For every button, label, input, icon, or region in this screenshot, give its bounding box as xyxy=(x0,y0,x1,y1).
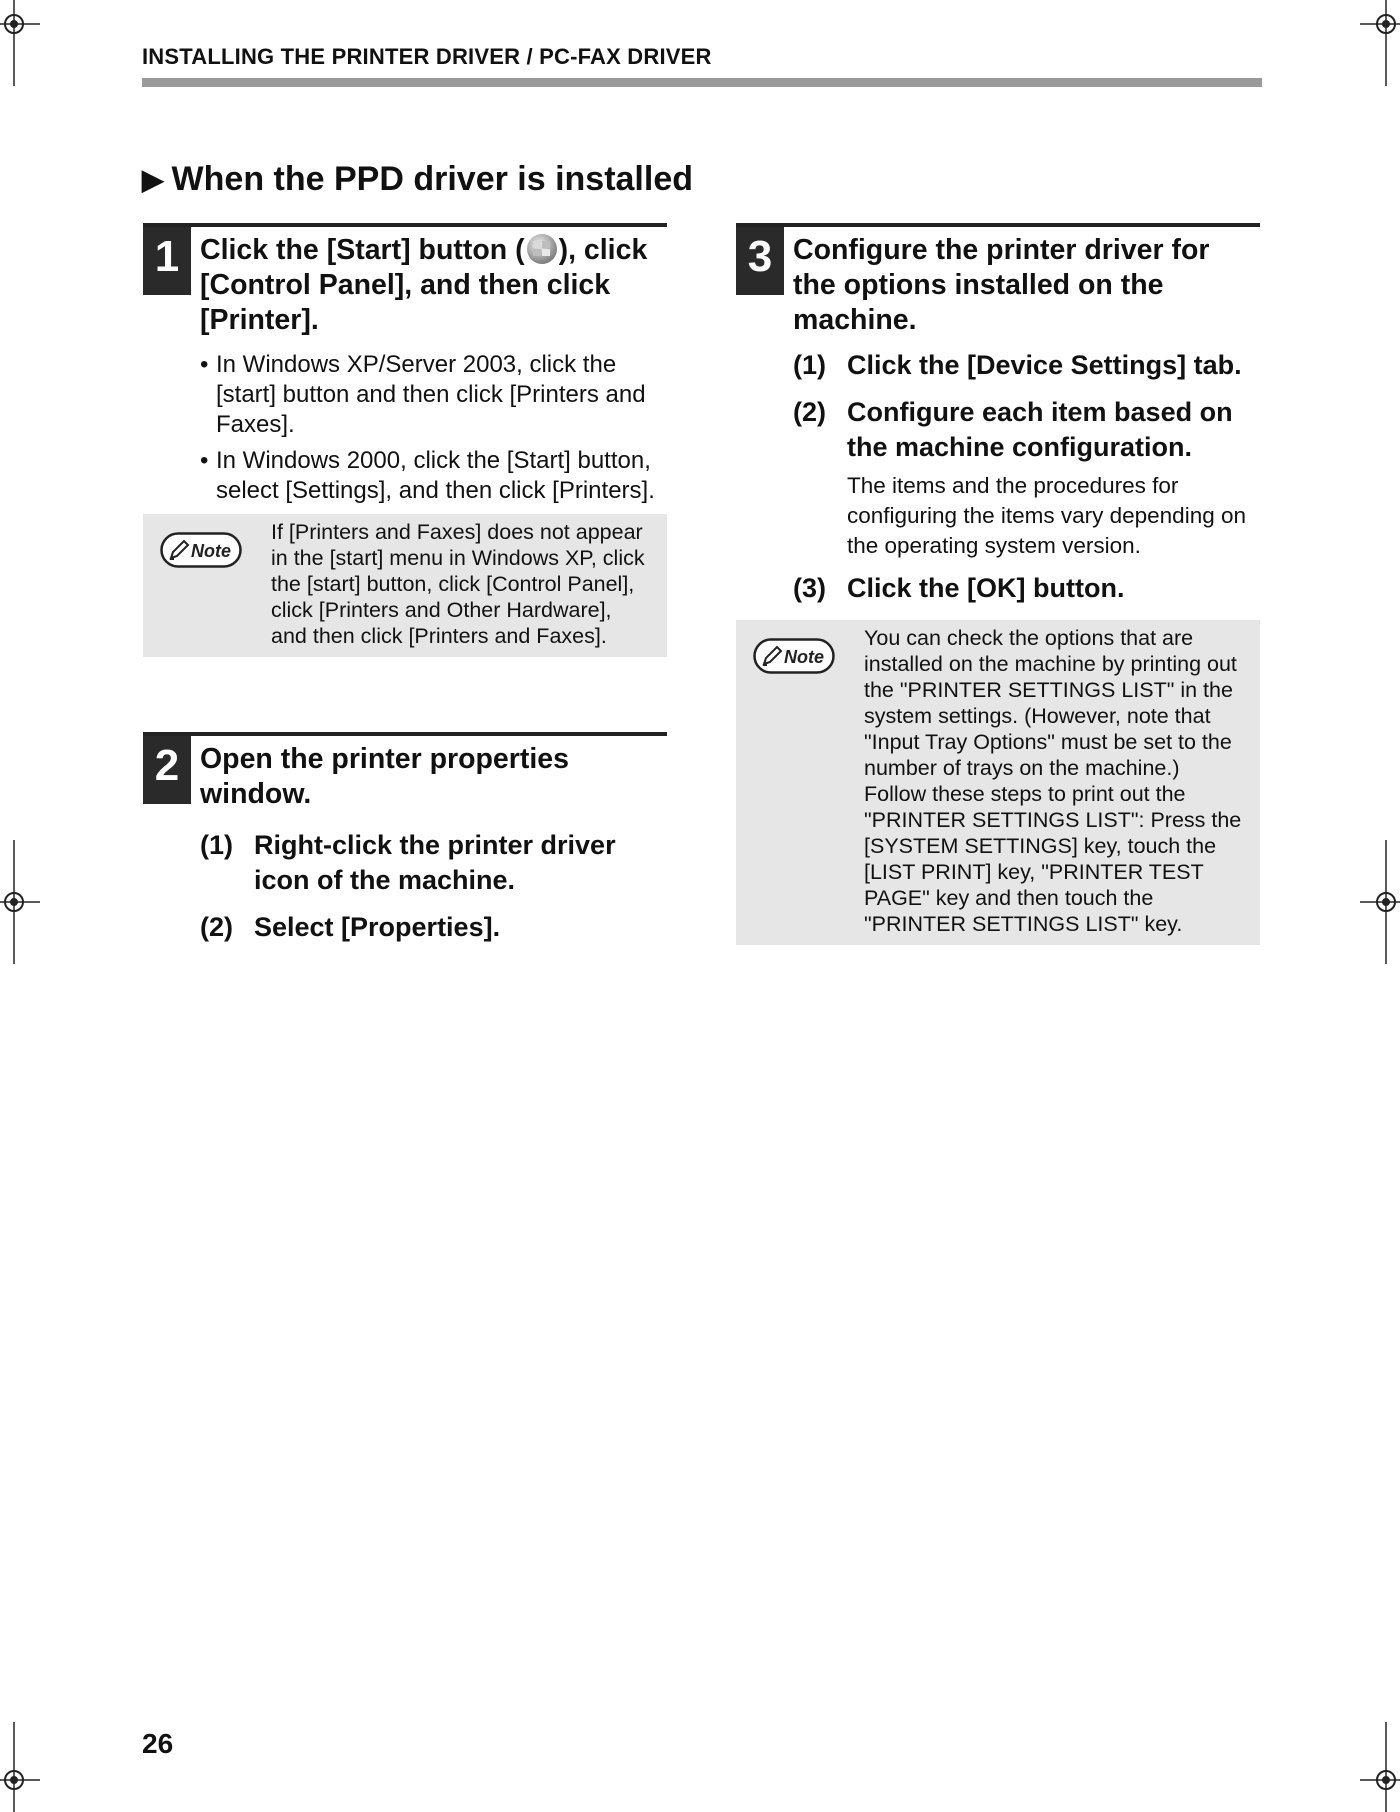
step-1-title-start: Click the [Start] button ( xyxy=(200,234,525,266)
section-title-text: When the PPD driver is installed xyxy=(171,160,694,198)
registration-mark-mid-right xyxy=(1360,840,1400,964)
svg-text:Note: Note xyxy=(784,647,824,667)
substep-text: Click the [Device Settings] tab. xyxy=(847,350,1242,380)
substep-text: Click the [OK] button. xyxy=(847,573,1125,603)
registration-mark-top-left xyxy=(0,0,40,86)
bullet-text: In Windows XP/Server 2003, click the [start] button and then click [Printers and Faxes]. xyxy=(216,351,646,438)
step-1-note xyxy=(143,514,667,657)
substep-item xyxy=(793,348,1260,383)
step-1 xyxy=(143,223,667,657)
substep-number: (2) xyxy=(793,397,826,427)
step-3-substeps xyxy=(793,348,1260,465)
substep-number: (1) xyxy=(793,350,826,380)
bullet-item: • In Windows 2000, click the [Start] button, select [Settings], and then click [Printers]. xyxy=(200,446,667,506)
step-1-note-text: If [Printers and Faxes] does not appear in the [start] menu in Windows XP, click the [start] button, click [Control Panel], click [Printers and Other Hardware], and then click [Printers and Faxes]. xyxy=(271,520,645,648)
note-badge xyxy=(736,620,864,945)
running-header: INSTALLING THE PRINTER DRIVER / PC-FAX DRIVER xyxy=(142,44,712,69)
step-2 xyxy=(143,732,667,957)
step-1-bullets xyxy=(200,350,667,506)
step-1-title xyxy=(191,227,667,338)
registration-mark-bottom-right xyxy=(1360,1722,1400,1812)
step-3 xyxy=(736,223,1260,945)
substep-text: Configure each item based on the machine configuration. xyxy=(847,397,1233,462)
substep-text: Select [Properties]. xyxy=(254,912,501,942)
substep-text: Right-click the printer driver icon of the machine. xyxy=(254,830,616,895)
triangle-arrow-icon: ▶ xyxy=(142,164,164,195)
registration-mark-mid-left xyxy=(0,840,40,964)
step-3-note-text: You can check the options that are installed on the machine by printing out the "PRINTER SETTINGS LIST" in the system settings. (However, note that "Input Tray Options" must be set to the number of trays on the machine.) Follow these steps to print out the "PRINTER SETTINGS LIST": Press the [SYSTEM SETTINGS] key, touch the [LIST PRINT] key, "PRINTER TEST PAGE" key and then touch the "PRINTER SETTINGS LIST" key. xyxy=(864,626,1242,936)
step-2-header xyxy=(143,732,667,812)
step-3-substeps-cont xyxy=(793,571,1260,606)
step-3-header xyxy=(736,223,1260,338)
step-2-substeps xyxy=(200,828,667,945)
page-number: 26 xyxy=(142,1728,174,1759)
step-1-header xyxy=(143,223,667,338)
step-1-title-end: ), click [Control Panel], and then click [Printer]. xyxy=(200,234,648,336)
substep-number: (1) xyxy=(200,830,233,860)
windows-start-icon xyxy=(527,234,557,264)
registration-mark-top-right xyxy=(1360,0,1400,86)
step-3-note xyxy=(736,620,1260,945)
step-1-number: 1 xyxy=(143,227,191,295)
bullet-item: • In Windows XP/Server 2003, click the [start] button and then click [Printers and Faxes]. xyxy=(200,350,667,440)
note-badge xyxy=(143,514,271,657)
note-pencil-icon xyxy=(160,532,242,568)
substep-item xyxy=(200,910,667,945)
substep-description: The items and the procedures for configuring the items vary depending on the operating system version. xyxy=(847,473,1247,558)
step-3-title: Configure the printer driver for the options installed on the machine. xyxy=(793,234,1210,336)
substep-item xyxy=(793,395,1260,465)
step-2-title: Open the printer properties window. xyxy=(200,743,569,810)
note-pencil-icon xyxy=(753,638,835,674)
registration-mark-bottom-left xyxy=(0,1722,40,1812)
substep-number: (2) xyxy=(200,912,233,942)
substep-item xyxy=(200,828,667,898)
step-3-number: 3 xyxy=(736,227,784,295)
svg-text:Note: Note xyxy=(191,541,231,561)
section-title xyxy=(142,160,693,199)
header-rule xyxy=(142,78,1262,87)
bullet-text: In Windows 2000, click the [Start] button, select [Settings], and then click [Printers]. xyxy=(216,447,655,504)
substep-number: (3) xyxy=(793,573,826,603)
substep-item xyxy=(793,571,1260,606)
step-2-number: 2 xyxy=(143,736,191,804)
